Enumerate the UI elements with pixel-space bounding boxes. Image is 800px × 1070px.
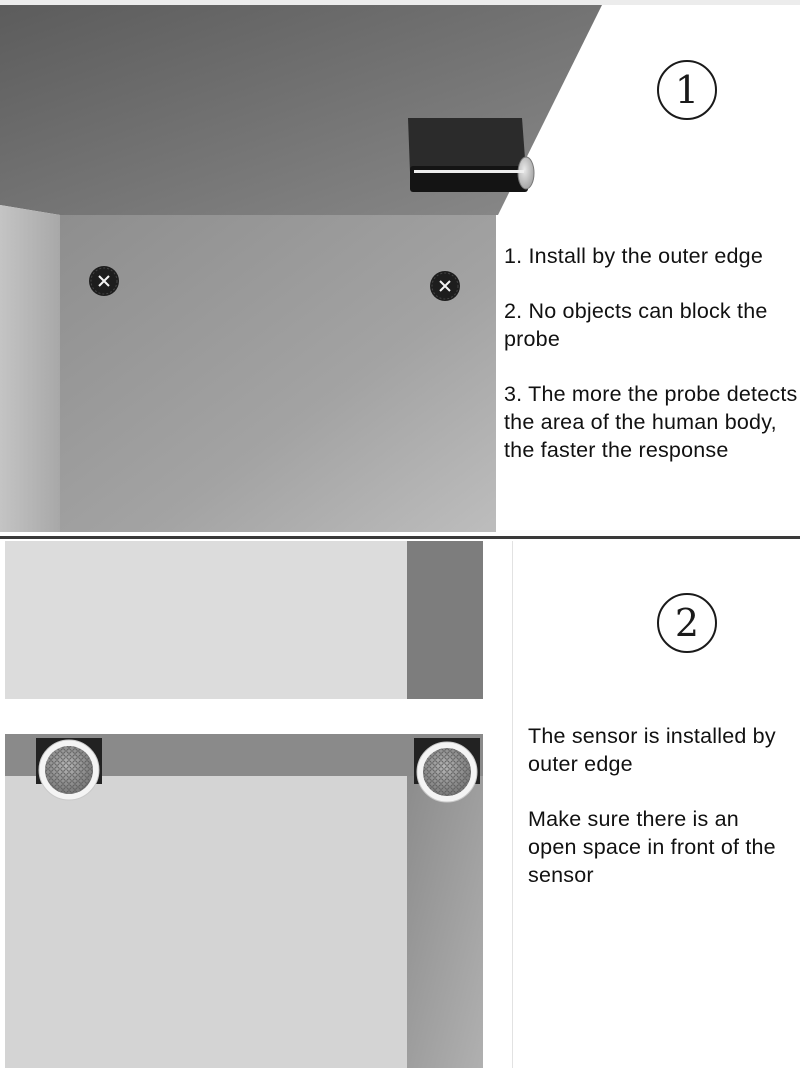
cabinet-back-wall (60, 215, 496, 532)
panel-open-space (0, 538, 800, 1070)
lower-compartment-side (407, 776, 483, 1068)
instruction-item: 2. No objects can block the probe (504, 299, 768, 351)
instruction-item: 1. Install by the outer edge (504, 244, 763, 268)
instruction-item: 3. The more the probe detects the area of the human body, the faster the response (504, 382, 798, 462)
column-rule (512, 541, 513, 1068)
sensor-probe-icon (408, 118, 534, 192)
screw-icon (89, 266, 119, 296)
lower-compartment (5, 776, 409, 1068)
instructions-list-1 (504, 242, 800, 491)
upper-shelf-side (407, 541, 483, 699)
instruction-item: Make sure there is an open space in front of the sensor (528, 807, 776, 887)
cabinet-left-wall (0, 205, 60, 532)
instruction-item: The sensor is installed by outer edge (528, 724, 776, 776)
step-number-1: 1 (657, 60, 717, 120)
step-number-2: 2 (657, 593, 717, 653)
instructions-list-2 (528, 722, 788, 916)
screw-icon (430, 271, 460, 301)
upper-shelf (5, 541, 409, 699)
